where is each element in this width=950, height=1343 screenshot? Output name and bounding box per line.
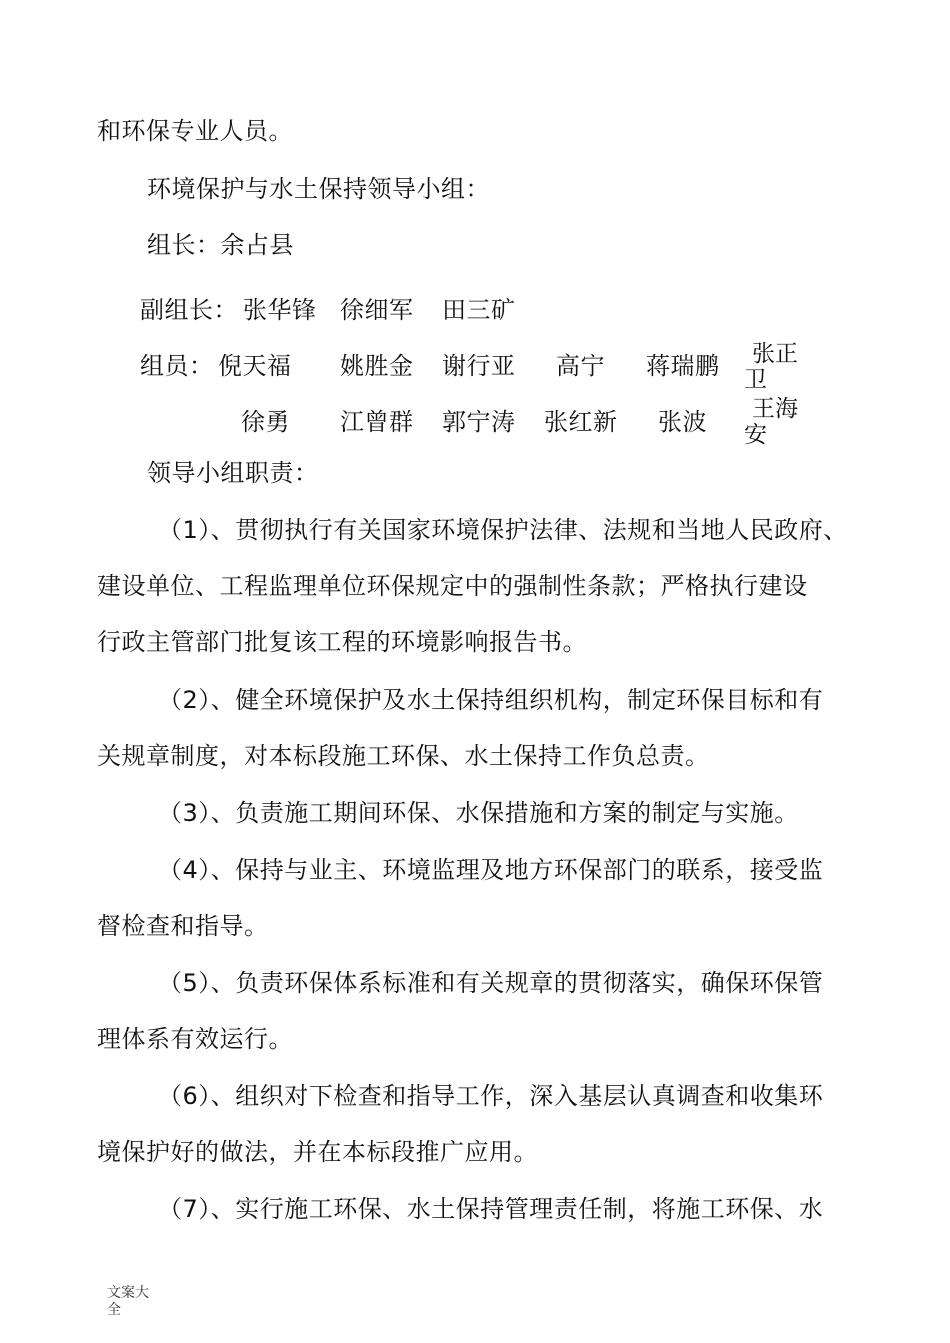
member-name: 王海安 [744,396,798,448]
member-name: 倪天福 [218,352,292,380]
duty-line: 理体系有效运行。 [97,1025,293,1053]
member-name: 郭宁涛 [442,408,516,436]
duty-line: 行政主管部门批复该工程的环境影响报告书。 [97,628,587,656]
member-name: 江曾群 [340,408,414,436]
member-name: 张红新 [544,408,618,436]
duty-line: （1）、贯彻执行有关国家环境保护法律、法规和当地人民政府、 [158,516,848,544]
page-footer: 文案大全 [107,1285,149,1318]
duty-line: （3）、负责施工期间环保、水保措施和方案的制定与实施。 [158,799,799,827]
member-name: 蒋瑞鹏 [646,352,720,380]
duties-title: 领导小组职责： [147,459,319,487]
deputy-name: 张华锋 [243,296,317,324]
duty-line: 建设单位、工程监理单位环保规定中的强制性条款；严格执行建设 [97,572,808,600]
member-name: 张波 [658,408,707,436]
leader-line: 组长：余占县 [147,231,294,259]
member-name: 高宁 [556,352,605,380]
duty-line: 关规章制度，对本标段施工环保、水土保持工作负总责。 [97,742,710,770]
duty-line: （7）、实行施工环保、水土保持管理责任制，将施工环保、水 [158,1195,824,1223]
duty-line: （4）、保持与业主、环境监理及地方环保部门的联系，接受监 [158,856,824,884]
duty-line: （6）、组织对下检查和指导工作，深入基层认真调查和收集环 [158,1082,824,1110]
deputy-name: 田三矿 [442,296,516,324]
duty-line: 督检查和指导。 [97,912,269,940]
members-label: 组员： [140,352,214,380]
duty-line: （2）、健全环境保护及水土保持组织机构，制定环保目标和有 [158,686,824,714]
duty-line: （5）、负责环保体系标准和有关规章的贯彻落实，确保环保管 [158,969,824,997]
member-name: 谢行亚 [442,352,516,380]
member-name: 张正卫 [744,341,798,393]
deputy-name: 徐细军 [340,296,414,324]
member-name: 姚胜金 [340,352,414,380]
member-name: 徐勇 [241,408,290,436]
intro-tail: 和环保专业人员。 [97,117,293,145]
group-title: 环境保护与水土保持领导小组： [147,175,490,203]
deputy-label: 副组长： [140,296,238,324]
duty-line: 境保护好的做法，并在本标段推广应用。 [97,1138,538,1166]
